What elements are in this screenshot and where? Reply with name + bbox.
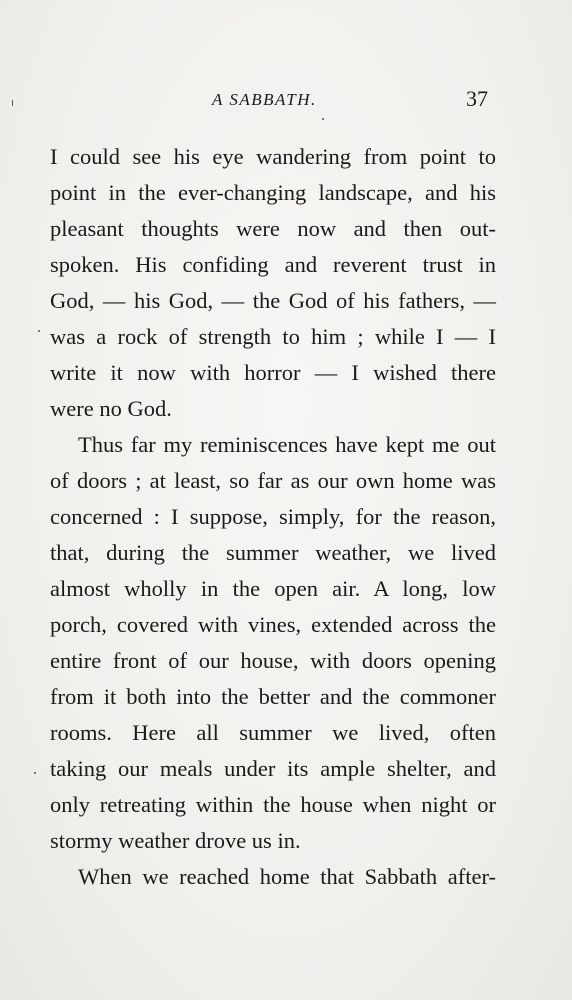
text-line: God, — his God, — the God of his fathers, — — [50, 288, 496, 313]
text-line: from it both into the better and the commoner — [50, 684, 496, 709]
text-line: that, during the summer weather, we lived — [50, 540, 496, 565]
page-number: 37 — [466, 86, 488, 111]
text-line: rooms. Here all summer we lived, often — [50, 720, 496, 745]
text-line: were no God. — [50, 396, 172, 421]
text-line: spoken. His confiding and reverent trust in — [50, 252, 496, 277]
paragraph-start-line: Thus far my reminiscences have kept me out — [78, 432, 496, 457]
text-line: point in the ever-changing landscape, and his — [50, 180, 496, 205]
text-line: of doors ; at least, so far as our own home was — [50, 468, 496, 493]
text-line: entire front of our house, with doors opening — [50, 648, 496, 673]
running-head — [0, 86, 572, 114]
text-line: only retreating within the house when night or — [50, 792, 496, 817]
text-line: stormy weather drove us in. — [50, 828, 301, 853]
ink-speck — [322, 118, 324, 120]
text-line: was a rock of strength to him ; while I — I — [50, 324, 496, 349]
text-line: taking our meals under its ample shelter, and — [50, 756, 496, 781]
running-title: A SABBATH. — [212, 90, 317, 109]
text-line: porch, covered with vines, extended across the — [50, 612, 496, 637]
ink-speck — [12, 100, 13, 106]
ink-speck — [34, 772, 36, 774]
text-line: write it now with horror — I wished there — [50, 360, 496, 385]
ink-speck — [38, 330, 40, 332]
paragraph-start-line: When we reached home that Sabbath after- — [78, 864, 496, 889]
text-line: pleasant thoughts were now and then out- — [50, 216, 496, 241]
text-line: almost wholly in the open air. A long, low — [50, 576, 496, 601]
text-line: concerned : I suppose, simply, for the reason, — [50, 504, 496, 529]
text-line: I could see his eye wandering from point to — [50, 144, 496, 169]
